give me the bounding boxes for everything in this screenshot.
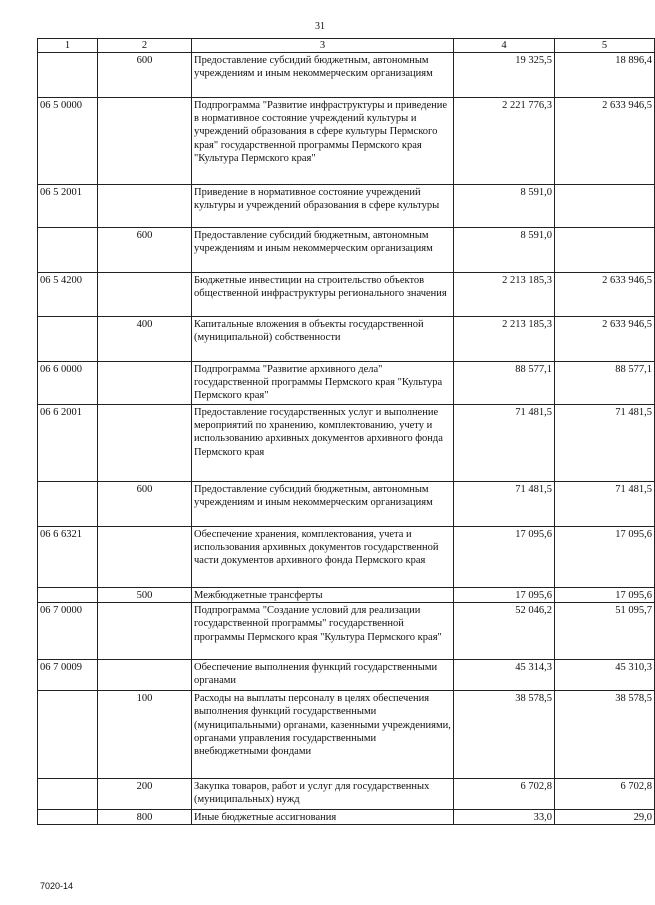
item-name-cell: Обеспечение хранения, комплектования, учета и использования архивных документов государственной части документов архивного фонда Пермского края	[192, 527, 454, 588]
amount-col5-cell: 88 577,1	[555, 362, 655, 405]
column-header: 2	[98, 39, 192, 53]
amount-col4-cell: 2 213 185,3	[454, 273, 555, 317]
target-code-cell: 06 6 2001	[38, 405, 98, 482]
item-name-cell: Предоставление субсидий бюджетным, автономным учреждениям и иным некоммерческим организациям	[192, 53, 454, 98]
table-row	[38, 228, 655, 273]
amount-col4-cell: 38 578,5	[454, 691, 555, 779]
amount-col5-cell: 45 310,3	[555, 660, 655, 691]
expense-type-cell: 800	[98, 810, 192, 825]
table-row	[38, 273, 655, 317]
item-name-cell: Капитальные вложения в объекты государственной (муниципальной) собственности	[192, 317, 454, 362]
expense-type-cell	[98, 273, 192, 317]
page-number: 31	[315, 21, 325, 32]
table-row	[38, 603, 655, 660]
item-name-cell: Бюджетные инвестиции на строительство объектов общественной инфраструктуры регионального значения	[192, 273, 454, 317]
item-name-cell: Приведение в нормативное состояние учреждений культуры и учреждений образования в сфере культуры	[192, 185, 454, 228]
target-code-cell	[38, 588, 98, 603]
amount-col5-cell: 71 481,5	[555, 405, 655, 482]
amount-col4-cell: 33,0	[454, 810, 555, 825]
target-code-cell: 06 6 0000	[38, 362, 98, 405]
target-code-cell: 06 7 0009	[38, 660, 98, 691]
column-header: 5	[555, 39, 655, 53]
amount-col4-cell: 88 577,1	[454, 362, 555, 405]
amount-col4-cell: 2 213 185,3	[454, 317, 555, 362]
amount-col4-cell: 8 591,0	[454, 228, 555, 273]
expense-type-cell: 100	[98, 691, 192, 779]
item-name-cell: Закупка товаров, работ и услуг для государственных (муниципальных) нужд	[192, 779, 454, 810]
target-code-cell: 06 7 0000	[38, 603, 98, 660]
column-header: 1	[38, 39, 98, 53]
table-row	[38, 98, 655, 185]
item-name-cell: Предоставление субсидий бюджетным, автономным учреждениям и иным некоммерческим организациям	[192, 482, 454, 527]
amount-col5-cell: 51 095,7	[555, 603, 655, 660]
table-row	[38, 482, 655, 527]
expense-type-cell	[98, 527, 192, 588]
budget-table	[37, 38, 655, 825]
item-name-cell: Подпрограмма "Создание условий для реализации государственной программы" государственной программы Пермского края "Культура Пермского края"	[192, 603, 454, 660]
expense-type-cell	[98, 362, 192, 405]
item-name-cell: Предоставление субсидий бюджетным, автономным учреждениям и иным некоммерческим организациям	[192, 228, 454, 273]
expense-type-cell	[98, 603, 192, 660]
table-row	[38, 779, 655, 810]
amount-col4-cell: 8 591,0	[454, 185, 555, 228]
amount-col4-cell: 71 481,5	[454, 482, 555, 527]
table-row	[38, 53, 655, 98]
expense-type-cell	[98, 98, 192, 185]
expense-type-cell: 200	[98, 779, 192, 810]
expense-type-cell: 400	[98, 317, 192, 362]
amount-col5-cell: 29,0	[555, 810, 655, 825]
item-name-cell: Обеспечение выполнения функций государственными органами	[192, 660, 454, 691]
target-code-cell	[38, 53, 98, 98]
table-row	[38, 810, 655, 825]
table-row	[38, 691, 655, 779]
amount-col5-cell: 17 095,6	[555, 527, 655, 588]
amount-col5-cell: 71 481,5	[555, 482, 655, 527]
amount-col5-cell: 38 578,5	[555, 691, 655, 779]
target-code-cell: 06 6 6321	[38, 527, 98, 588]
amount-col4-cell: 45 314,3	[454, 660, 555, 691]
target-code-cell	[38, 228, 98, 273]
amount-col4-cell: 52 046,2	[454, 603, 555, 660]
target-code-cell	[38, 779, 98, 810]
header-row	[38, 39, 655, 53]
table-row	[38, 660, 655, 691]
amount-col4-cell: 6 702,8	[454, 779, 555, 810]
table-row	[38, 527, 655, 588]
amount-col4-cell: 17 095,6	[454, 588, 555, 603]
amount-col5-cell	[555, 185, 655, 228]
target-code-cell	[38, 482, 98, 527]
target-code-cell	[38, 691, 98, 779]
amount-col5-cell	[555, 228, 655, 273]
item-name-cell: Подпрограмма "Развитие инфраструктуры и приведение в нормативное состояние учреждений культуры и учреждений образования в сфере культуры Пермского края" государственной программы Пермского края "Культура Пермского края"	[192, 98, 454, 185]
amount-col4-cell: 2 221 776,3	[454, 98, 555, 185]
amount-col5-cell: 17 095,6	[555, 588, 655, 603]
item-name-cell: Предоставление государственных услуг и выполнение мероприятий по хранению, комплектованию, учету и использованию архивных документов архивного фонда Пермского края	[192, 405, 454, 482]
expense-type-cell: 600	[98, 482, 192, 527]
amount-col4-cell: 71 481,5	[454, 405, 555, 482]
item-name-cell: Расходы на выплаты персоналу в целях обеспечения выполнения функций государственными (муниципальными) органами, казенными учреждениями, органами управления государственными внебюджетными фондами	[192, 691, 454, 779]
column-header: 4	[454, 39, 555, 53]
expense-type-cell	[98, 405, 192, 482]
target-code-cell	[38, 317, 98, 362]
amount-col5-cell: 2 633 946,5	[555, 98, 655, 185]
expense-type-cell	[98, 660, 192, 691]
table-row	[38, 588, 655, 603]
column-header: 3	[192, 39, 454, 53]
target-code-cell: 06 5 0000	[38, 98, 98, 185]
amount-col5-cell: 18 896,4	[555, 53, 655, 98]
table-row	[38, 317, 655, 362]
table-row	[38, 405, 655, 482]
target-code-cell	[38, 810, 98, 825]
table-row	[38, 185, 655, 228]
expense-type-cell	[98, 185, 192, 228]
target-code-cell: 06 5 2001	[38, 185, 98, 228]
item-name-cell: Иные бюджетные ассигнования	[192, 810, 454, 825]
expense-type-cell: 600	[98, 53, 192, 98]
item-name-cell: Подпрограмма "Развитие архивного дела" государственной программы Пермского края "Культура Пермского края"	[192, 362, 454, 405]
amount-col4-cell: 19 325,5	[454, 53, 555, 98]
expense-type-cell: 500	[98, 588, 192, 603]
target-code-cell: 06 5 4200	[38, 273, 98, 317]
amount-col5-cell: 2 633 946,5	[555, 317, 655, 362]
expense-type-cell: 600	[98, 228, 192, 273]
document-code: 7020-14	[40, 881, 74, 891]
table-row	[38, 362, 655, 405]
item-name-cell: Межбюджетные трансферты	[192, 588, 454, 603]
amount-col5-cell: 2 633 946,5	[555, 273, 655, 317]
amount-col5-cell: 6 702,8	[555, 779, 655, 810]
amount-col4-cell: 17 095,6	[454, 527, 555, 588]
